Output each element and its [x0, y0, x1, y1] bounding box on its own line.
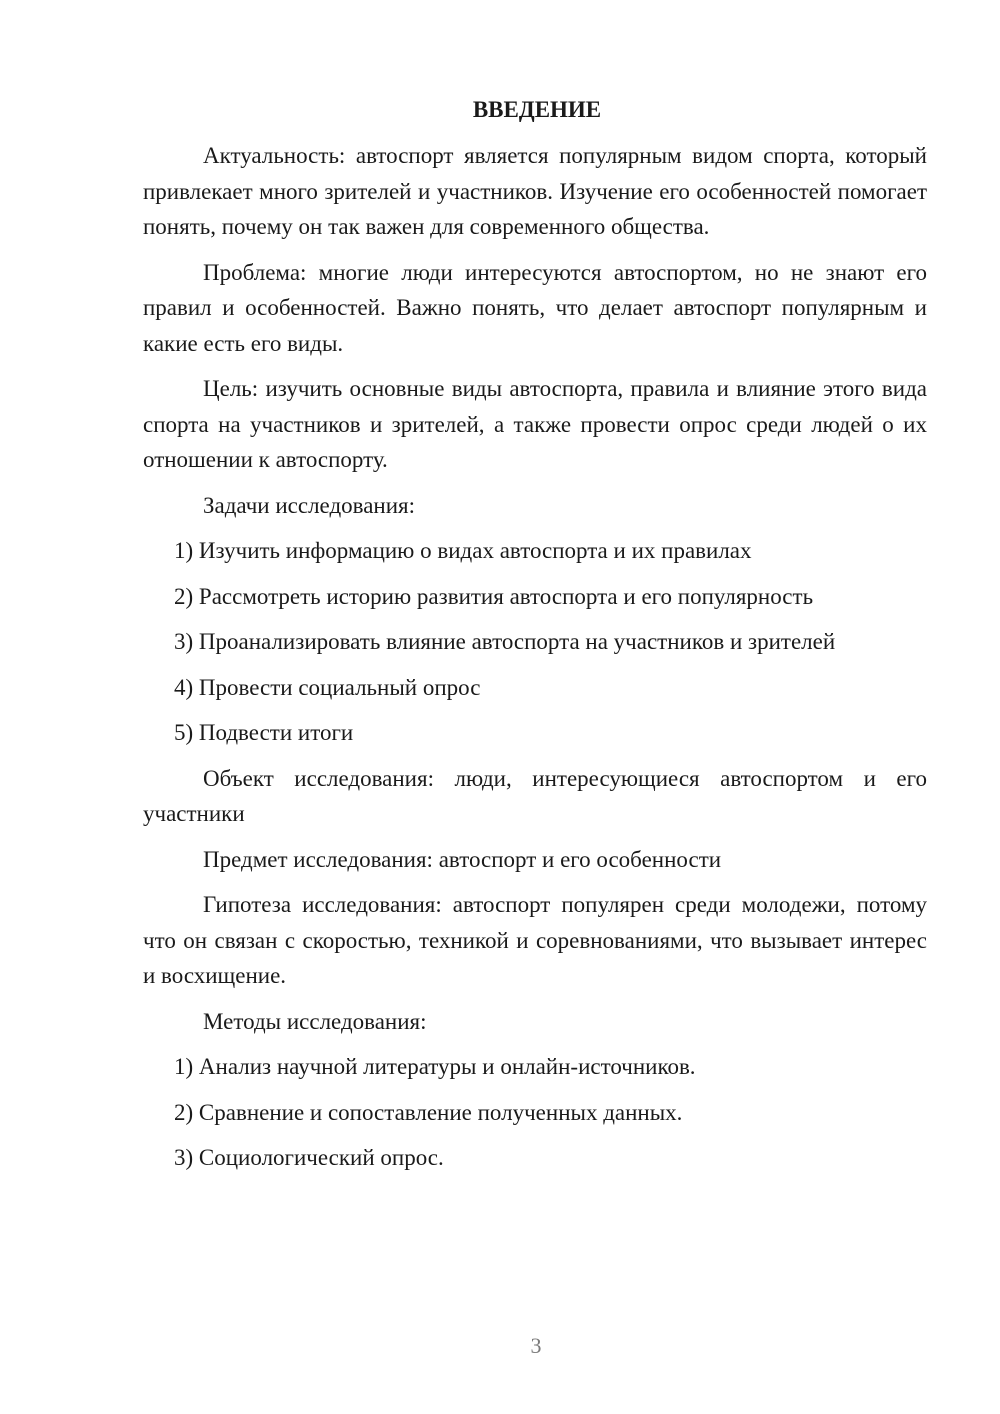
methods-list: [143, 1049, 927, 1176]
tasks-list: [143, 533, 927, 751]
method-item: 3) Социологический опрос.: [174, 1145, 444, 1170]
problem-paragraph: Проблема: многие люди интересуются автоспортом, но не знают его правил и особенностей. Важно понять, что делает автоспорт популярным и какие есть его виды.: [143, 259, 927, 356]
method-item: 1) Анализ научной литературы и онлайн-источников.: [174, 1054, 696, 1079]
relevance-paragraph: Актуальность: автоспорт является популярным видом спорта, который привлекает много зрителей и участников. Изучение его особенностей помогает понять, почему он так важен для современного общества.: [143, 143, 927, 239]
task-item: 4) Провести социальный опрос: [174, 674, 481, 700]
task-item: 1) Изучить информацию о видах автоспорта и их правилах: [174, 538, 752, 563]
method-item: 2) Сравнение и сопоставление полученных данных.: [174, 1099, 683, 1125]
page-content: [143, 94, 927, 1186]
subject-paragraph: Предмет исследования: автоспорт и его особенности: [203, 846, 722, 872]
goal-paragraph: Цель: изучить основные виды автоспорта, правила и влияние этого вида спорта на участников и зрителей, а также провести опрос среди людей о их отношении к автоспорту.: [143, 376, 927, 472]
tasks-heading: Задачи исследования:: [203, 492, 416, 518]
section-title: ВВЕДЕНИЕ: [472, 97, 602, 122]
object-paragraph: Объект исследования: люди, интересующиеся автоспортом и его участники: [143, 765, 927, 826]
methods-heading: Методы исследования:: [203, 1008, 427, 1034]
page-number: 3: [530, 1333, 542, 1358]
task-item: 3) Проанализировать влияние автоспорта на участников и зрителей: [174, 629, 836, 654]
task-item: 5) Подвести итоги: [174, 720, 354, 745]
hypothesis-paragraph: Гипотеза исследования: автоспорт популярен среди молодежи, потому что он связан с скоростью, техникой и соревнованиями, что вызывает интерес и восхищение.: [143, 892, 927, 988]
task-item: 2) Рассмотреть историю развития автоспорта и его популярность: [174, 583, 814, 609]
